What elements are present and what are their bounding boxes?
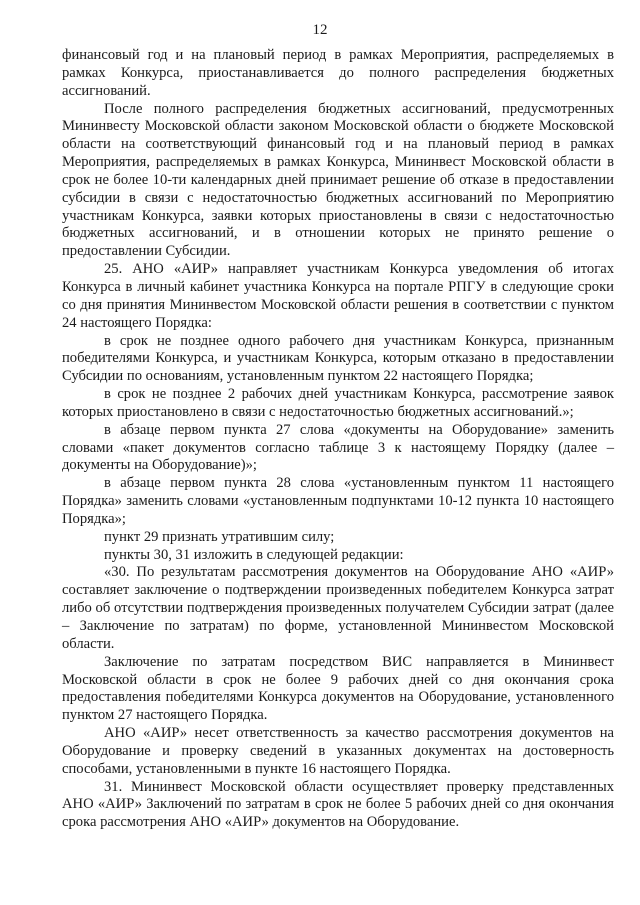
paragraph-continuation: финансовый год и на плановый период в рамках Мероприятия, распределяемых в рамках Конкурса, приостанавливается до полного распределения бюджетных ассигнований. <box>62 47 614 99</box>
paragraph: в срок не позднее 2 рабочих дней участникам Конкурса, рассмотрение заявок которых приостановлено в связи с недостаточностью бюджетных ассигнований.»; <box>62 386 614 420</box>
paragraph: Заключение по затратам посредством ВИС направляется в Мининвест Московской области в срок не более 9 рабочих дней со дня окончания срока предоставления победителями Конкурса документов на Оборудование, установленного пунктом 27 настоящего Порядка. <box>62 653 614 724</box>
paragraph: пункт 29 признать утратившим силу; <box>104 528 335 545</box>
paragraph-item-30: «30. По результатам рассмотрения документов на Оборудование АНО «АИР» составляет заключение о подтверждении произведенных победителем Конкурса затрат либо об отсутствии подтверждения произведенных получателем Субсидии затрат (далее – Заключение по затратам) по форме, установленной Мининвестом Московской области. <box>62 564 614 652</box>
paragraph: в абзаце первом пункта 27 слова «документы на Оборудование» заменить словами «пакет документов согласно таблице 3 к настоящему Порядку (далее – документы на Оборудование)»; <box>62 421 614 474</box>
paragraph-item-31: 31. Мининвест Московской области осуществляет проверку представленных АНО «АИР» Заключений по затратам в срок не более 5 рабочих дней со дня окончания срока рассмотрения АНО «АИР» документов на Оборудование. <box>62 778 614 831</box>
paragraph: АНО «АИР» несет ответственность за качество рассмотрения документов на Оборудование и проверку сведений в указанных документах на достоверность способами, установленными в пункте 16 настоящего Порядка. <box>62 725 614 777</box>
page-number: 12 <box>312 22 328 38</box>
paragraph: После полного распределения бюджетных ассигнований, предусмотренных Мининвесту Московской области законом Московской области о бюджете Московской области на соответствующий финансовый год и на плановый период в рамках Мероприятия, распределяемых в рамках Конкурса, Мининвест Московской области в срок не более 10-ти календарных дней принимает решение об отказе в предоставлении субсидии в связи с недостаточностью бюджетных ассигнований по Мероприятию участникам Конкурса, заявки которых приостановлены в связи с недостаточностью бюджетных ассигнований, и в отношении которых не принято решение о предоставлении Субсидии. <box>62 100 614 260</box>
paragraph: в абзаце первом пункта 28 слова «установленным пунктом 11 настоящего Порядка» заменить словами «установленным подпунктами 10-12 пункта 10 настоящего Порядка»; <box>62 475 614 527</box>
document-body <box>62 47 614 832</box>
paragraph: пункты 30, 31 изложить в следующей редакции: <box>104 546 404 563</box>
paragraph: в срок не позднее одного рабочего дня участникам Конкурса, признанным победителями Конкурса, и участникам Конкурса, которым отказано в предоставлении Субсидии по основаниям, установленным пунктом 22 настоящего Порядка; <box>62 332 614 385</box>
paragraph-item-25: 25. АНО «АИР» направляет участникам Конкурса уведомления об итогах Конкурса в личный кабинет участника Конкурса на портале РПГУ в следующие сроки со дня принятия Мининвестом Московской области решения в соответствии с пунктом 24 настоящего Порядка: <box>62 261 614 331</box>
